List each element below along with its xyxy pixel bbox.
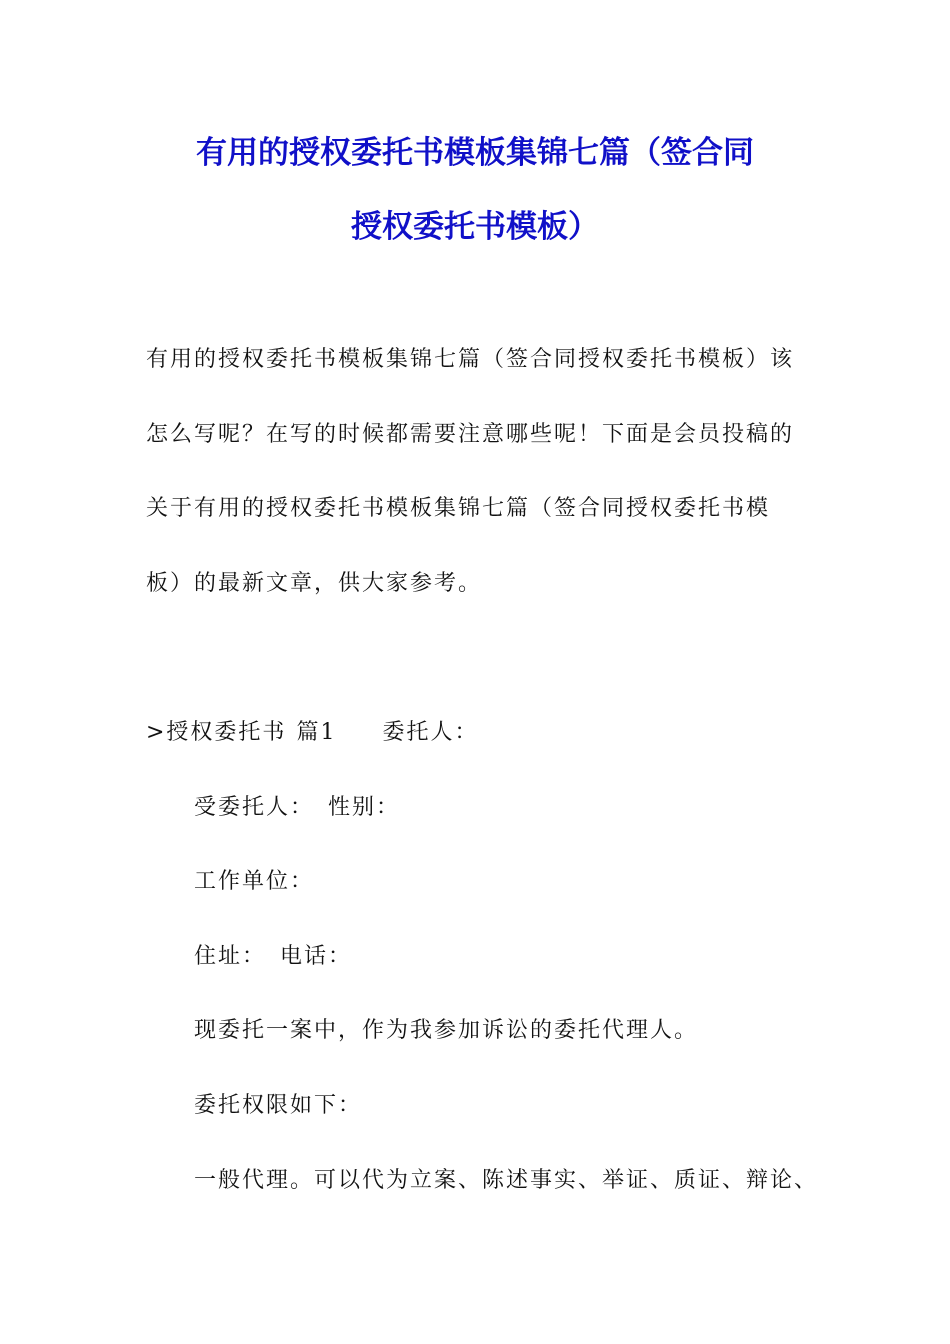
intro-line-3: 关于有用的授权委托书模板集锦七篇（签合同授权委托书模 <box>146 496 771 521</box>
address-row <box>194 942 352 972</box>
section-heading-prefix: >授权委托书 <box>146 720 287 745</box>
intro-line-2: 怎么写呢？在写的时候都需要注意哪些呢！下面是会员投稿的 <box>146 422 795 447</box>
document-title-line-2: 授权委托书模板） <box>351 209 599 245</box>
section-heading <box>146 718 478 748</box>
section-heading-number: 篇1 <box>296 720 337 745</box>
address-label: 住址： <box>194 944 267 969</box>
gender-label: 性别： <box>328 795 401 820</box>
trustee-row <box>194 793 400 823</box>
phone-label: 电话： <box>280 944 353 969</box>
trustee-label: 受委托人： <box>194 795 315 820</box>
principal-label: 委托人： <box>382 720 479 745</box>
intro-line-4: 板）的最新文章，供大家参考。 <box>146 571 483 596</box>
document-title-line-1: 有用的授权委托书模板集锦七篇（签合同 <box>196 135 754 171</box>
delegation-statement: 现委托一案中，作为我参加诉讼的委托代理人。 <box>194 1018 699 1043</box>
general-agency-text: 一般代理。可以代为立案、陈述事实、举证、质证、辩论、 <box>194 1168 819 1193</box>
intro-line-1: 有用的授权委托书模板集锦七篇（签合同授权委托书模板）该 <box>146 347 795 372</box>
scope-label: 委托权限如下： <box>194 1093 363 1118</box>
work-unit-label: 工作单位： <box>194 869 315 894</box>
